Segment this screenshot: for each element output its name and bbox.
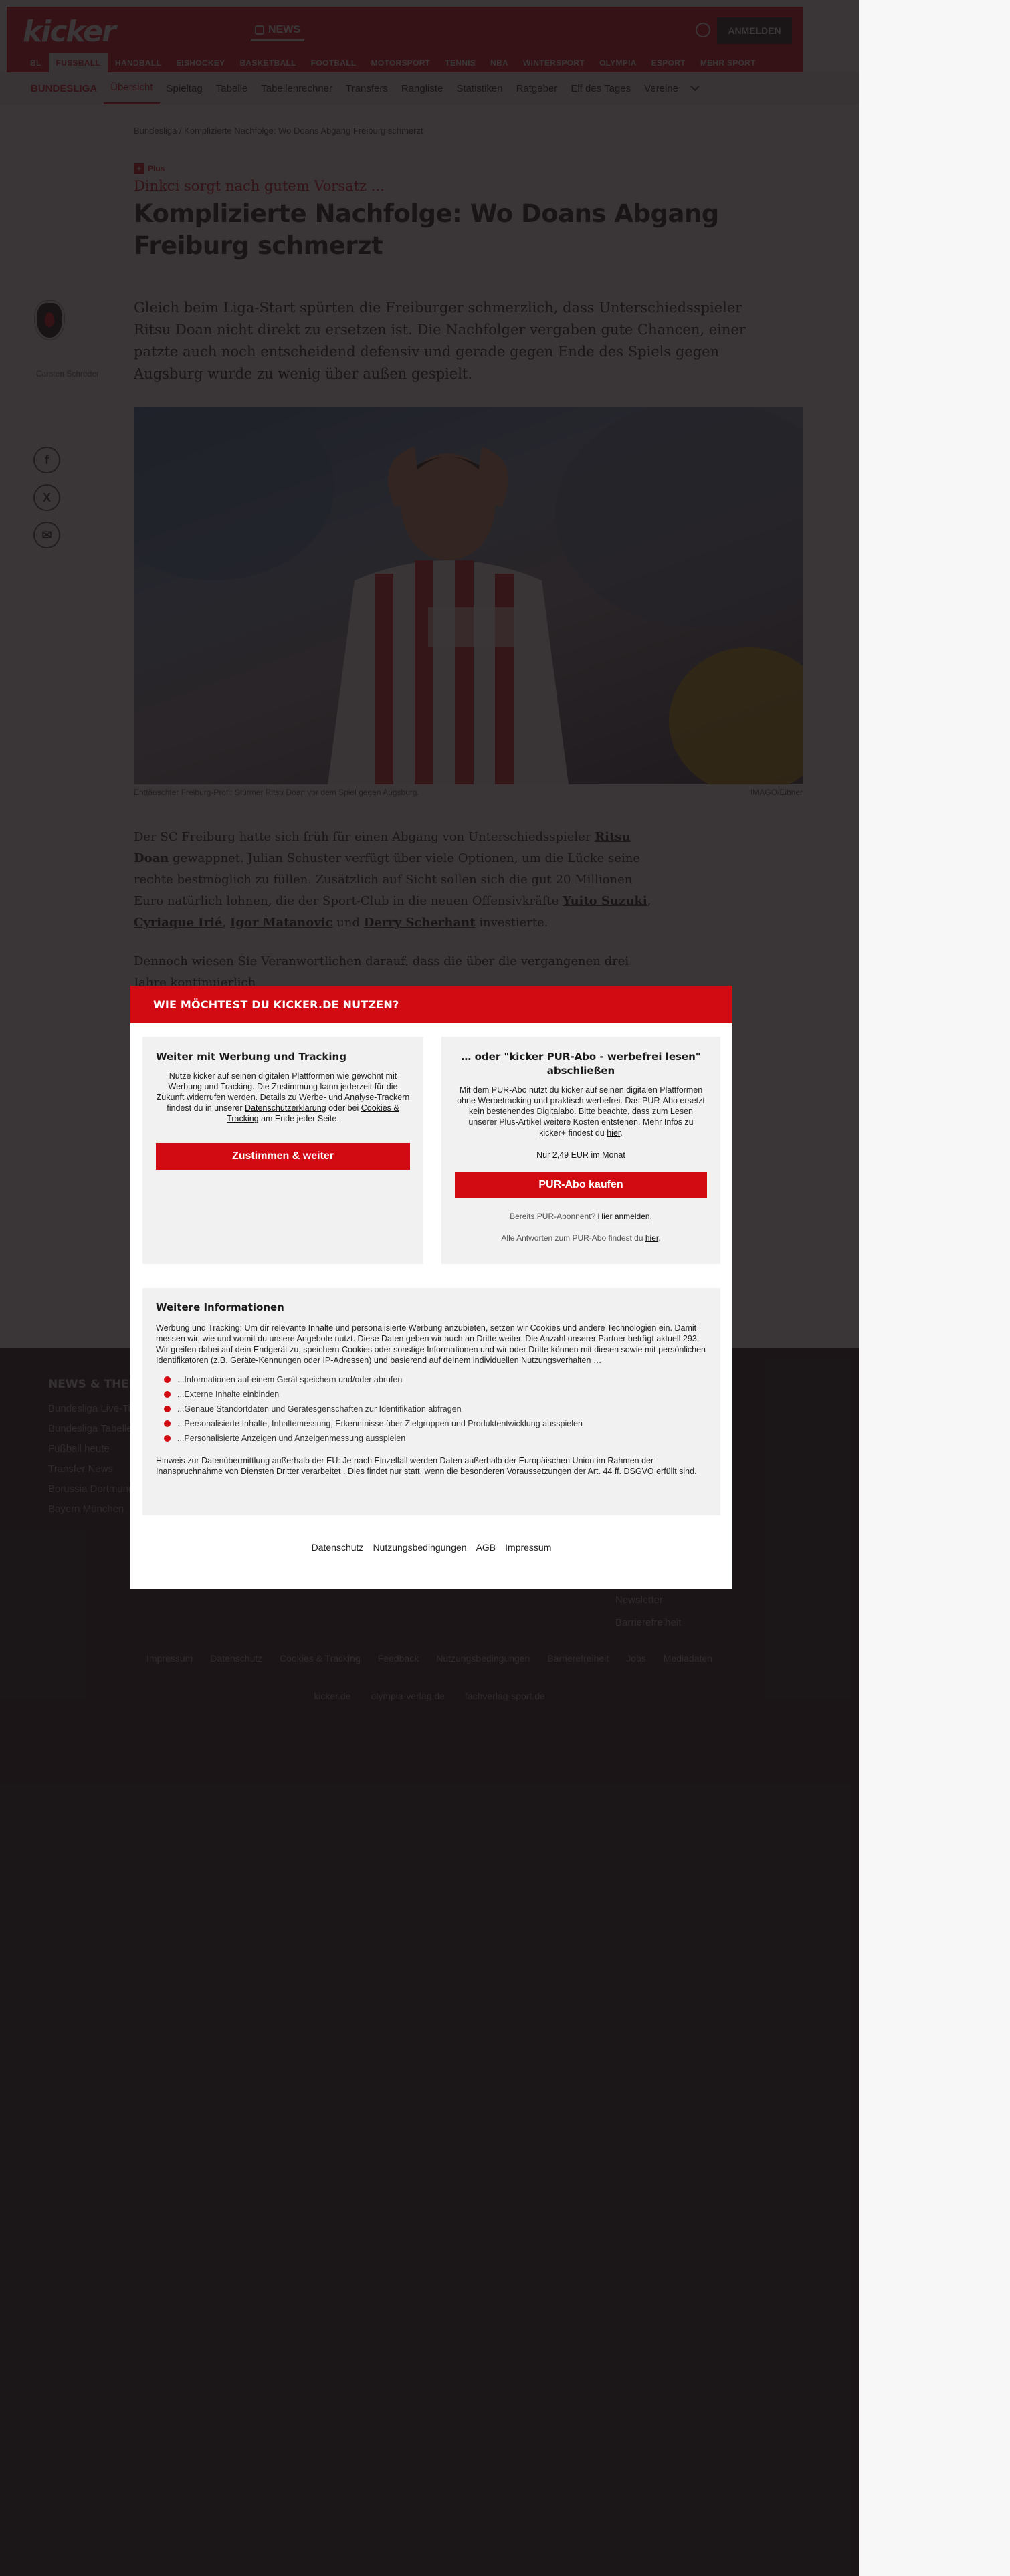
pur-faq-link[interactable]: hier bbox=[645, 1233, 659, 1243]
bullet-dot-icon bbox=[164, 1391, 171, 1398]
privacy-policy-link[interactable]: Datenschutzerklärung bbox=[245, 1103, 326, 1113]
consent-option-ads bbox=[142, 1037, 423, 1264]
consent-more-info bbox=[142, 1288, 720, 1515]
purpose-item bbox=[164, 1431, 707, 1446]
purpose-item bbox=[164, 1402, 707, 1416]
cookies-tracking-link[interactable]: Cookies & Tracking bbox=[227, 1103, 399, 1123]
consent-link-agb[interactable]: AGB bbox=[476, 1542, 496, 1553]
purpose-list bbox=[156, 1372, 707, 1446]
purpose-label: ...Informationen auf einem Gerät speichern und/oder abrufen bbox=[177, 1375, 403, 1384]
text-run: am Ende jeder Seite. bbox=[258, 1114, 339, 1123]
purpose-label: ...Personalisierte Anzeigen und Anzeigenmessung ausspielen bbox=[177, 1434, 406, 1443]
purpose-item bbox=[164, 1387, 707, 1402]
bullet-dot-icon bbox=[164, 1376, 171, 1383]
consent-link-terms[interactable]: Nutzungsbedingungen bbox=[373, 1542, 467, 1553]
purpose-label: ...Personalisierte Inhalte, Inhaltemessung, Erkenntnisse über Zielgruppen und Produktentwicklung ausspielen bbox=[177, 1419, 583, 1428]
kicker-plus-info-link[interactable]: hier bbox=[607, 1128, 621, 1138]
purpose-label: ...Genaue Standortdaten und Gerätesgenschaften zur Identifikation abfragen bbox=[177, 1404, 462, 1414]
pur-faq-line: Alle Antworten zum PUR-Abo findest du hier. bbox=[501, 1233, 661, 1243]
accept-button[interactable]: Zustimmen & weiter bbox=[156, 1143, 410, 1170]
consent-title: WIE MÖCHTEST DU KICKER.DE NUTZEN? bbox=[130, 986, 732, 1023]
text-run: Alle Antworten zum PUR-Abo findest du bbox=[501, 1233, 645, 1243]
text-run: Nutze kicker auf seinen digitalen Plattformen wie gewohnt mit Werbung und Tracking. Die Zustimmung kann jederzeit für die Zukunft widerrufen werden. Details zu Werbe- und Analyse-Trackern findest du in unserer bbox=[156, 1071, 410, 1113]
consent-dialog bbox=[130, 986, 732, 1589]
text-run: Bereits PUR-Abonnent? bbox=[510, 1212, 598, 1221]
bullet-dot-icon bbox=[164, 1406, 171, 1412]
consent-option-pur bbox=[441, 1037, 720, 1264]
more-info-heading: Weitere Informationen bbox=[156, 1301, 284, 1313]
purpose-item bbox=[164, 1416, 707, 1431]
consent-ads-text bbox=[156, 1071, 410, 1124]
consent-pur-text: Mit dem PUR-Abo nutzt du kicker auf seinen digitalen Plattformen ohne Werbetracking und praktisch werbefrei. Das PUR-Abo ersetzt kein bestehendes Digitalabo. Bitte beachte, dass zum Lesen unserer Plus-Artikel weitere Kosten entstehen. Mehr Infos zu kicker+ findest du hier. bbox=[457, 1085, 705, 1138]
purpose-label: ...Externe Inhalte einbinden bbox=[177, 1390, 280, 1399]
pur-login-line: Bereits PUR-Abonnent? Hier anmelden. bbox=[510, 1212, 652, 1221]
text-run: oder bei bbox=[326, 1103, 361, 1113]
purpose-item bbox=[164, 1372, 707, 1387]
pur-login-link[interactable]: Hier anmelden bbox=[597, 1212, 650, 1221]
consent-link-imprint[interactable]: Impressum bbox=[505, 1542, 552, 1553]
bullet-dot-icon bbox=[164, 1420, 171, 1427]
data-transfer-note: Hinweis zur Datenübermittlung außerhalb der EU: Je nach Einzelfall werden Daten außerhalb der Europäischen Union im Rahmen der Inanspruchnahme von Diensten Dritter verarbeitet . Dies findet nur statt, wenn die besonderen Voraussetzungen der Art. 44 ff. DSGVO erfüllt sind. bbox=[156, 1456, 697, 1476]
consent-footer-links bbox=[130, 1542, 732, 1553]
buy-pur-button[interactable]: PUR-Abo kaufen bbox=[455, 1172, 707, 1198]
consent-link-privacy[interactable]: Datenschutz bbox=[311, 1542, 364, 1553]
pur-price: Nur 2,49 EUR im Monat bbox=[536, 1150, 625, 1160]
consent-pur-heading: … oder "kicker PUR-Abo - werbefrei lesen" abschließen bbox=[461, 1051, 701, 1077]
text-run: Mit dem PUR-Abo nutzt du kicker auf seinen digitalen Plattformen ohne Werbetracking und praktisch werbefrei. Das PUR-Abo ersetzt kein bestehendes Digitalabo. Bitte beachte, dass zum Lesen unserer Plus-Artikel weitere Kosten entstehen. Mehr Infos zu kicker+ findest du bbox=[457, 1085, 705, 1138]
consent-ads-heading: Weiter mit Werbung und Tracking bbox=[156, 1051, 346, 1063]
bullet-dot-icon bbox=[164, 1435, 171, 1442]
more-info-text: Werbung und Tracking: Um dir relevante Inhalte und personalisierte Werbung anzubieten, setzen wir Cookies und andere Technologien ein. Damit messen wir, wie und womit du unsere Angebote nutzt. Diese Daten geben wir auch an Dritte weiter. Die Anzahl unserer Partner beträgt aktuell 293. Wir greifen dabei auf dein Endgerät zu, speichern Cookies oder sonstige Informationen und wir oder Dritte können mit diesen sowie mit persönlichen Identifikatoren (z.B. Geräte-Kennungen oder IP-Adressen) und basierend auf deinem individuellen Nutzungsverhalten … bbox=[156, 1323, 706, 1365]
